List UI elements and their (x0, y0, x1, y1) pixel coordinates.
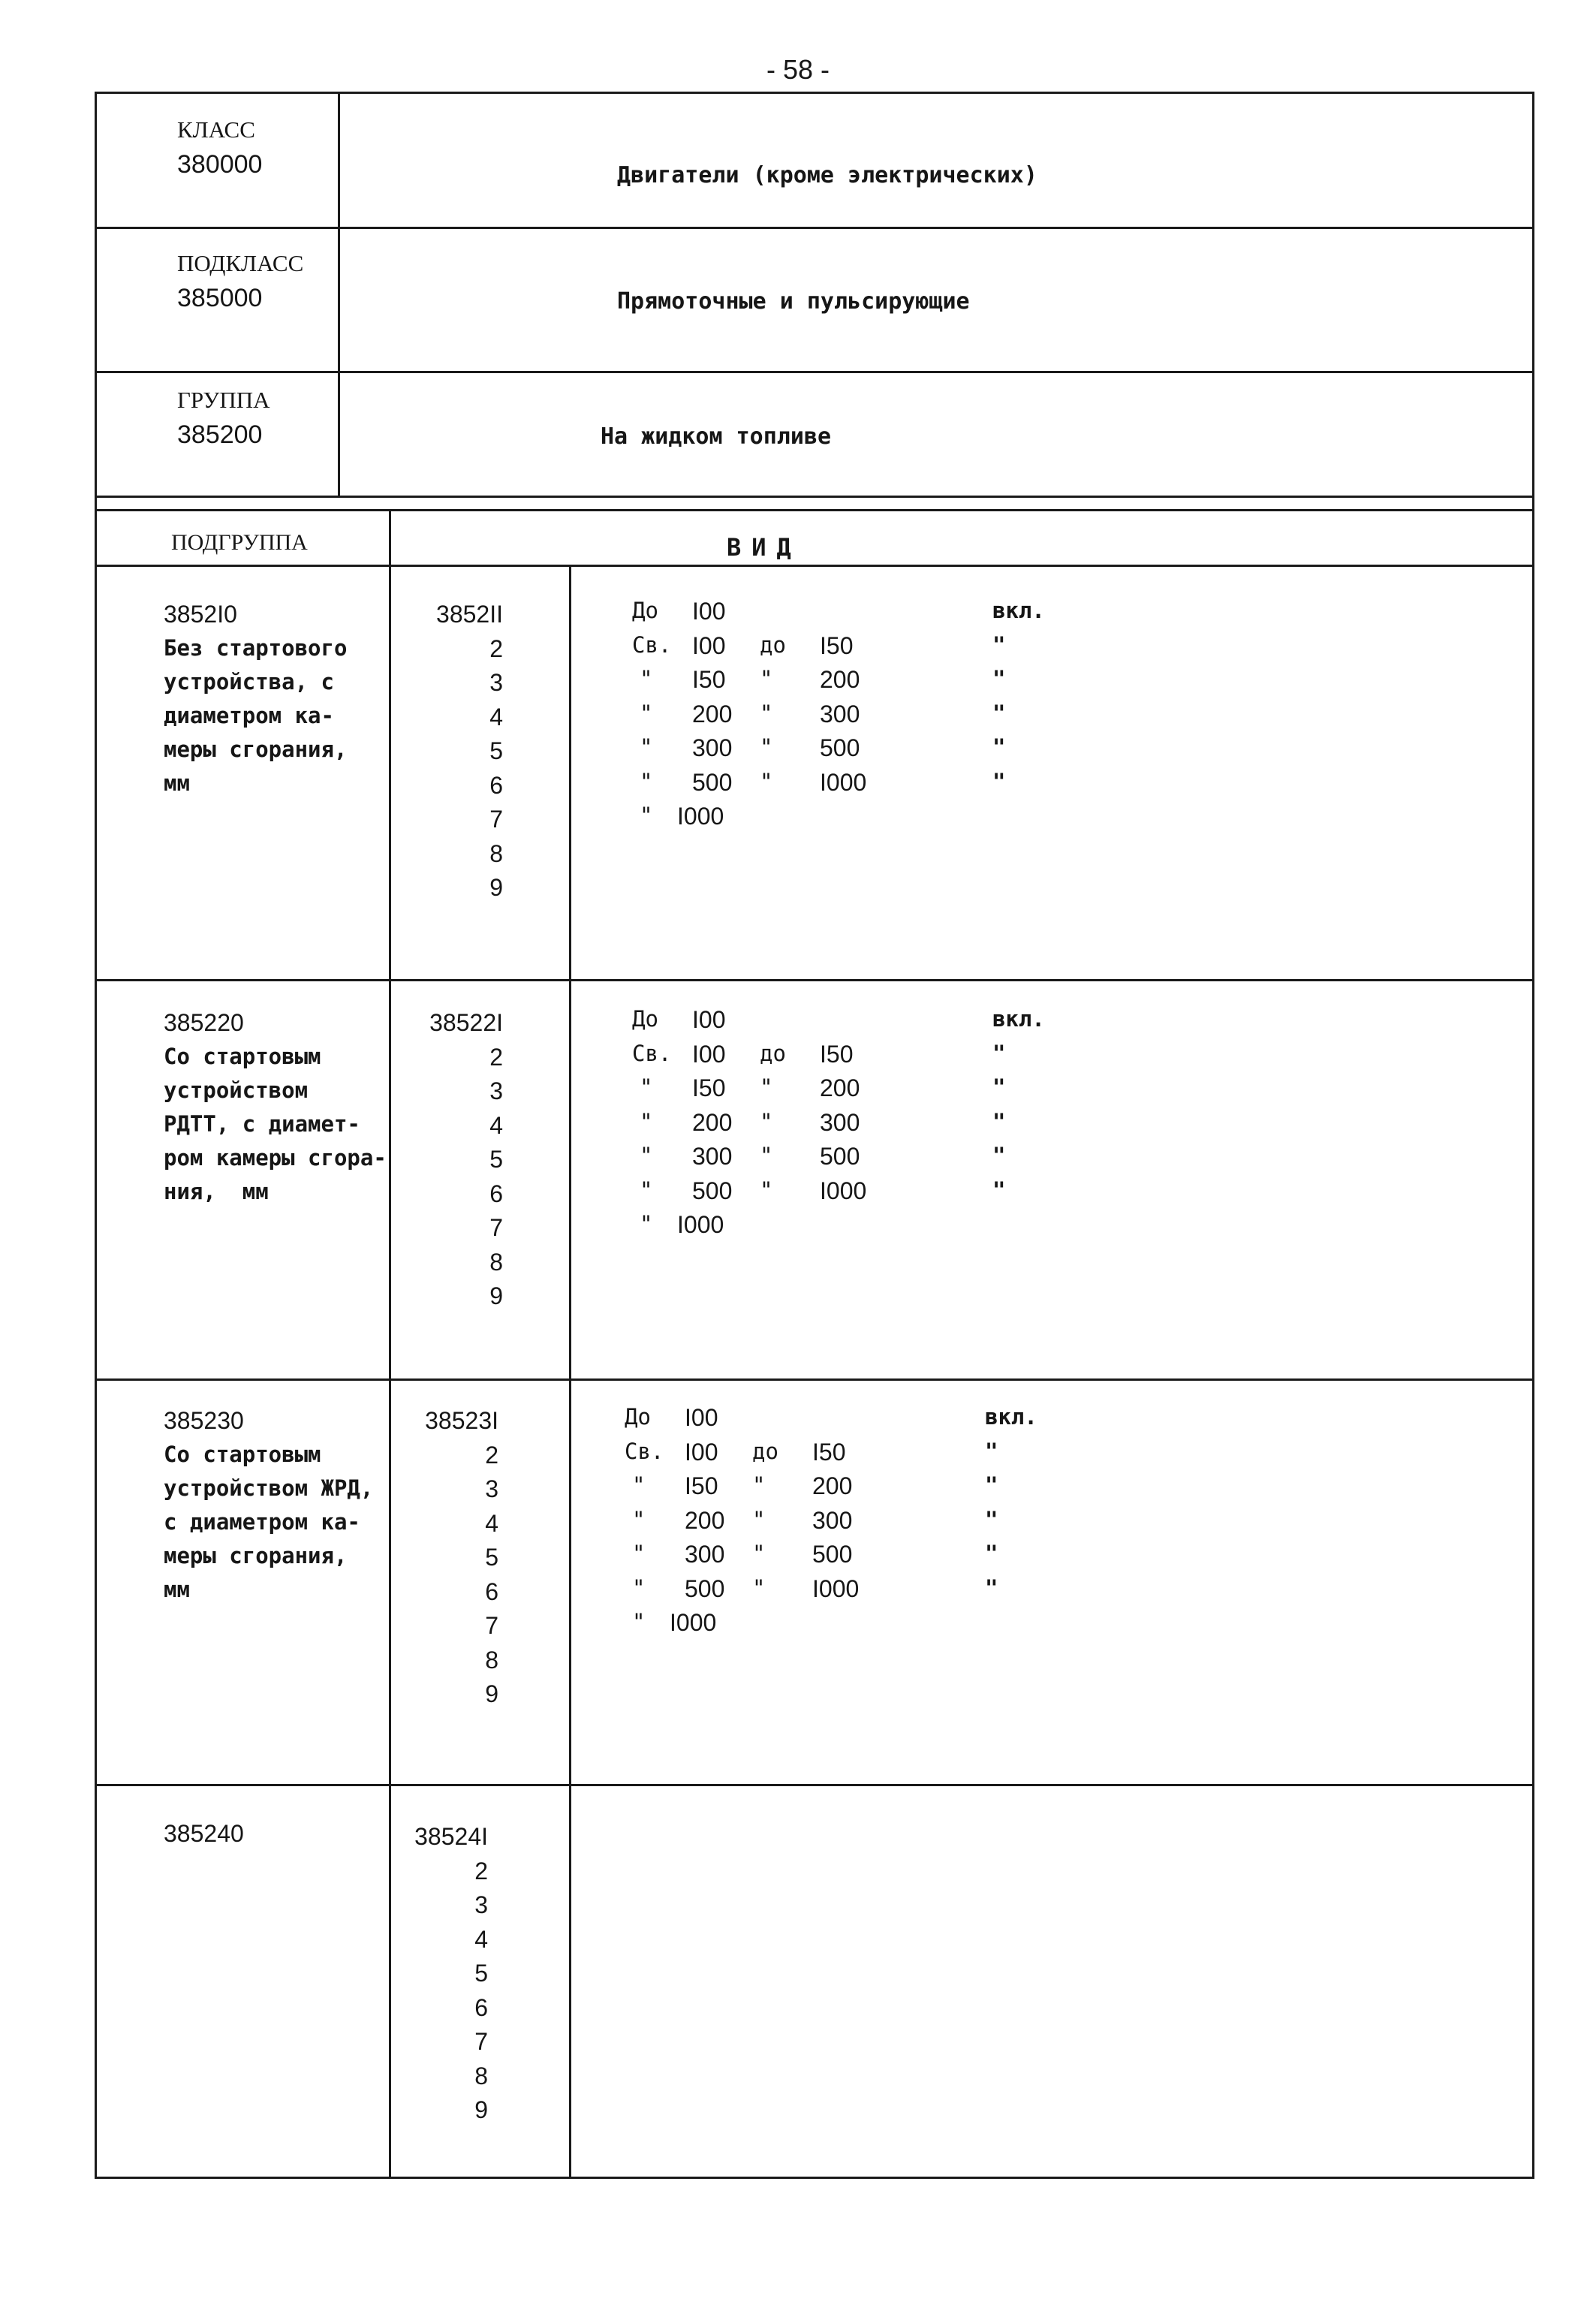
range-to: I50 (812, 1438, 846, 1466)
range-to: 300 (820, 1108, 860, 1136)
range-connector: " (752, 1541, 766, 1566)
kind-code: 9 (489, 1282, 503, 1309)
kind-code: 8 (489, 839, 503, 867)
range-to: I000 (820, 1177, 867, 1204)
size-range-row (632, 632, 1083, 666)
row-divider (95, 371, 1534, 373)
group-cell (177, 383, 270, 452)
range-inclusive: " (992, 666, 1006, 692)
range-prefix: " (640, 1211, 653, 1237)
kind-code: 6 (474, 1993, 488, 2021)
kind-code: 5 (474, 1960, 488, 1987)
range-from: 500 (692, 768, 733, 796)
kind-code-column (390, 598, 503, 905)
subgroup-description-line: меры сгорания, (164, 737, 348, 762)
range-from: 200 (692, 700, 733, 728)
subgroup-description-line: РДТТ, с диамет- (164, 1111, 360, 1137)
size-range-row (625, 1575, 1075, 1609)
kind-code: 7 (485, 1612, 498, 1639)
row-divider (95, 1784, 1534, 1786)
subclass-code: 385000 (177, 284, 263, 312)
range-from: I00 (692, 598, 726, 625)
class-code: 380000 (177, 150, 263, 179)
subgroup-cell (164, 1817, 389, 1851)
subgroup-description-line: меры сгорания, (164, 1543, 348, 1568)
range-inclusive: " (992, 1143, 1006, 1168)
header-divider (338, 92, 340, 497)
page-number: - 58 - (766, 54, 830, 85)
subgroup-description-line: ром камеры сгора- (164, 1145, 387, 1171)
subgroup-column-header: ПОДГРУППА (171, 530, 308, 555)
range-inclusive: " (992, 768, 1006, 794)
kind-column-header: ВИД (727, 533, 802, 562)
range-inclusive: " (992, 1040, 1006, 1066)
subgroup-cell (164, 598, 389, 800)
size-range-row (625, 1439, 1075, 1472)
kind-code: 2 (489, 634, 503, 662)
subclass-cell (177, 246, 303, 315)
size-range-row (632, 598, 1083, 631)
range-inclusive: " (985, 1541, 998, 1566)
range-inclusive: " (985, 1472, 998, 1498)
range-prefix: Св. (632, 1040, 672, 1066)
row-divider (95, 496, 1534, 498)
subgroup-description-line: устройством (164, 1077, 309, 1103)
size-range-row (625, 1609, 1075, 1643)
subgroup-description-line: Со стартовым (164, 1044, 321, 1069)
class-cell (177, 113, 262, 182)
group-code: 385200 (177, 420, 263, 449)
row-divider (95, 227, 1534, 229)
range-connector: " (760, 1108, 773, 1134)
range-connector: до (752, 1438, 778, 1464)
kind-code: 7 (489, 806, 503, 833)
class-title: Двигатели (кроме электрических) (617, 162, 1037, 188)
range-prefix: " (640, 1108, 653, 1134)
range-from: I50 (685, 1472, 718, 1499)
class-label: КЛАСС (177, 116, 255, 143)
range-to: I000 (812, 1574, 860, 1602)
kind-code-column (375, 1820, 488, 2128)
range-prefix: Св. (632, 631, 672, 658)
subgroup-code: 385220 (164, 1009, 244, 1036)
range-to: 200 (820, 1074, 860, 1101)
range-prefix: " (632, 1574, 646, 1601)
size-range-row (632, 1074, 1083, 1108)
range-prefix: " (640, 700, 653, 726)
range-connector: " (752, 1574, 766, 1601)
range-prefix: До (625, 1404, 651, 1430)
row-divider (95, 979, 1534, 981)
range-connector: " (752, 1472, 766, 1498)
range-connector: " (760, 734, 773, 760)
subgroup-description-line: Без стартового (164, 635, 348, 661)
kind-code: 3 (485, 1475, 498, 1502)
range-from: I00 (685, 1404, 718, 1431)
range-connector: " (760, 1074, 773, 1100)
kind-code: 6 (489, 771, 503, 799)
size-range-row (632, 701, 1083, 734)
range-inclusive: " (992, 1074, 1006, 1100)
kind-code: 4 (489, 703, 503, 731)
range-from: I00 (685, 1438, 718, 1466)
kind-code: 2 (485, 1441, 498, 1469)
range-connector: до (760, 1040, 786, 1066)
range-from: 300 (692, 734, 733, 761)
range-inclusive: " (992, 631, 1006, 658)
size-range-row (632, 666, 1083, 700)
kind-code: 8 (474, 2062, 488, 2090)
kind-code: 8 (485, 1646, 498, 1674)
range-from: I50 (692, 666, 726, 693)
range-connector: " (760, 1143, 773, 1168)
size-range-row (625, 1507, 1075, 1541)
range-to: I50 (820, 1040, 854, 1068)
subgroup-description-line: устройством ЖРД, (164, 1475, 374, 1501)
range-to: 500 (820, 1143, 860, 1170)
range-prefix: " (632, 1472, 646, 1498)
size-range-row (632, 1211, 1083, 1245)
kind-code: 38524I (414, 1823, 488, 1850)
range-prefix: " (640, 1143, 653, 1168)
range-inclusive: " (992, 700, 1006, 726)
column-divider (569, 565, 571, 2179)
range-connector: до (760, 631, 786, 658)
subgroup-cell (164, 1404, 389, 1607)
range-prefix: " (640, 666, 653, 692)
subclass-title: Прямоточные и пульсирующие (617, 288, 970, 315)
kind-code: 38522I (429, 1009, 503, 1036)
range-to: I000 (820, 768, 867, 796)
range-to: 200 (820, 666, 860, 693)
range-prefix: Св. (625, 1438, 664, 1464)
range-connector: " (760, 700, 773, 726)
kind-code: 7 (489, 1214, 503, 1241)
group-title: На жидком топливе (601, 423, 832, 450)
range-inclusive: " (992, 734, 1006, 760)
range-from: 200 (685, 1506, 725, 1534)
kind-code: 4 (474, 1925, 488, 1953)
subgroup-description-line: Со стартовым (164, 1442, 321, 1467)
range-inclusive: " (992, 1177, 1006, 1203)
subgroup-code: 385240 (164, 1820, 244, 1847)
kind-code: 2 (474, 1857, 488, 1885)
kind-code: 5 (489, 1146, 503, 1173)
range-from: I50 (692, 1074, 726, 1101)
range-connector: " (760, 666, 773, 692)
size-range-row (632, 1041, 1083, 1074)
kind-code: 2 (489, 1043, 503, 1071)
kind-code: 4 (485, 1509, 498, 1537)
size-range-row (625, 1541, 1075, 1574)
range-inclusive: " (985, 1438, 998, 1464)
kind-code: 6 (485, 1577, 498, 1605)
range-to: 300 (820, 700, 860, 728)
kind-code: 5 (489, 737, 503, 764)
range-from: I00 (692, 631, 726, 659)
range-from: I00 (692, 1006, 726, 1033)
row-divider (95, 509, 1534, 511)
subclass-label: ПОДКЛАСС (177, 250, 304, 276)
range-to: I50 (820, 631, 854, 659)
size-range-row (625, 1404, 1075, 1438)
range-from: I000 (677, 803, 724, 830)
subgroup-description-line: устройства, с (164, 669, 334, 695)
range-prefix: " (632, 1506, 646, 1532)
subgroup-description-line: мм (164, 1577, 190, 1602)
range-from: 500 (692, 1177, 733, 1204)
subgroup-description-line: мм (164, 770, 190, 796)
size-range-row (632, 803, 1083, 836)
range-from: I000 (670, 1609, 717, 1636)
size-range-row (625, 1472, 1075, 1506)
range-to: 500 (812, 1541, 853, 1568)
size-range-row (632, 1177, 1083, 1211)
range-prefix: До (632, 1006, 658, 1032)
size-range-row (632, 734, 1083, 768)
range-connector: " (752, 1506, 766, 1532)
range-from: 300 (692, 1143, 733, 1170)
kind-code-column (386, 1404, 498, 1712)
kind-code: 5 (485, 1544, 498, 1571)
kind-code-column (390, 1006, 503, 1314)
range-prefix: " (632, 1541, 646, 1566)
kind-code: 3 (474, 1891, 488, 1918)
range-from: I00 (692, 1040, 726, 1068)
range-from: I000 (677, 1211, 724, 1238)
range-to: 500 (820, 734, 860, 761)
kind-code: 9 (489, 874, 503, 901)
row-divider (95, 1378, 1534, 1381)
range-prefix: " (632, 1609, 646, 1635)
range-connector: " (760, 1177, 773, 1203)
size-range-row (632, 1006, 1083, 1040)
kind-code: 7 (474, 2028, 488, 2055)
size-range-row (632, 769, 1083, 803)
kind-code: 38523I (425, 1407, 498, 1434)
subgroup-description-line: с диаметром ка- (164, 1509, 360, 1535)
range-to: 200 (812, 1472, 853, 1499)
range-inclusive: вкл. (985, 1404, 1037, 1430)
kind-code: 3 (489, 669, 503, 696)
kind-code: 9 (485, 1680, 498, 1707)
subgroup-description-line: ния, мм (164, 1179, 269, 1204)
range-inclusive: вкл. (992, 598, 1045, 623)
range-prefix: " (640, 1074, 653, 1100)
kind-code: 9 (474, 2096, 488, 2123)
kind-code: 3852II (436, 601, 503, 628)
kind-code: 4 (489, 1111, 503, 1139)
size-range-row (632, 1109, 1083, 1143)
range-inclusive: " (985, 1574, 998, 1601)
row-divider (95, 565, 1534, 567)
range-to: 300 (812, 1506, 853, 1534)
group-label: ГРУППА (177, 387, 270, 413)
kind-code: 6 (489, 1180, 503, 1207)
kind-code: 8 (489, 1248, 503, 1276)
range-prefix: " (640, 1177, 653, 1203)
range-inclusive: " (992, 1108, 1006, 1134)
subgroup-code: 3852I0 (164, 601, 237, 628)
range-prefix: " (640, 803, 653, 828)
range-from: 500 (685, 1574, 725, 1602)
size-range-row (632, 1143, 1083, 1177)
subgroup-code: 385230 (164, 1407, 244, 1434)
range-from: 200 (692, 1108, 733, 1136)
subgroup-cell (164, 1006, 389, 1209)
range-prefix: " (640, 734, 653, 760)
range-inclusive: вкл. (992, 1006, 1045, 1032)
range-inclusive: " (985, 1506, 998, 1532)
range-connector: " (760, 768, 773, 794)
kind-code: 3 (489, 1077, 503, 1104)
range-prefix: " (640, 768, 653, 794)
subgroup-description-line: диаметром ка- (164, 703, 334, 728)
range-prefix: До (632, 598, 658, 623)
range-from: 300 (685, 1541, 725, 1568)
